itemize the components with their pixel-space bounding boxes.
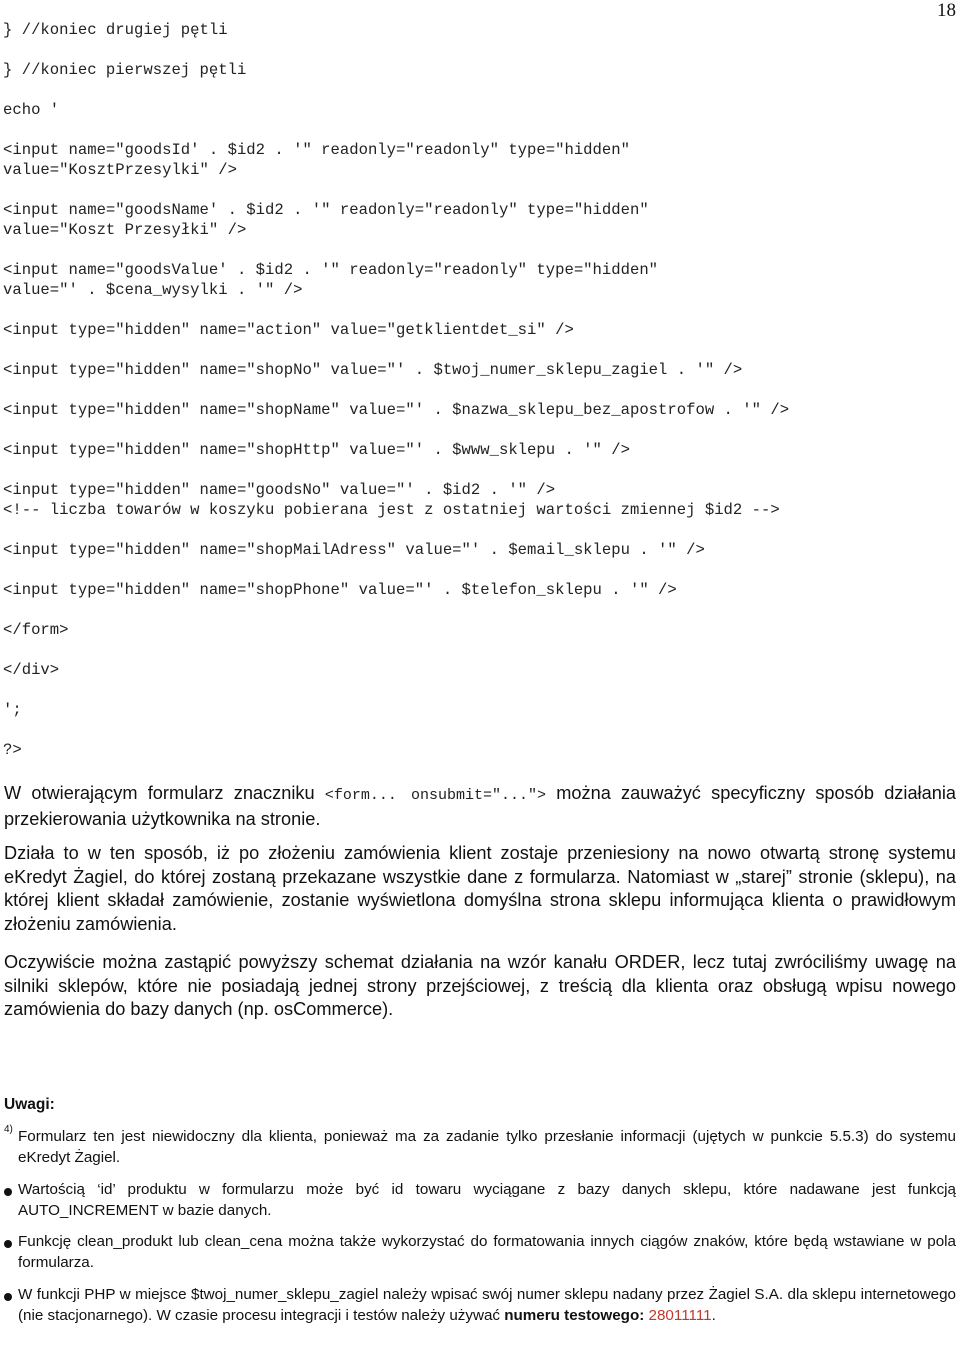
- footnote-text: Formularz ten jest niewidoczny dla klienta, ponieważ ma za zadanie tylko przesłanie informacji (ujętych w punkcie 5.5.3) do systemu eKredyt Żagiel.: [18, 1128, 956, 1166]
- test-number-label: numeru testowego:: [504, 1307, 645, 1324]
- code-line: [3, 40, 953, 60]
- note-text: .: [711, 1307, 716, 1324]
- bullet-dot: [4, 1293, 12, 1301]
- paragraph-order-channel: Oczywiście można zastąpić powyższy schemat działania na wzór kanału ORDER, lecz tutaj zwróciliśmy uwagę na silniki sklepów, które nie posiadają jednej strony przejściowej, z treścią dla klienta oraz obsługą wpisu nowego zamówienia do bazy danych (np. osCommerce).: [4, 952, 956, 1019]
- code-line: [3, 600, 953, 620]
- code-line: value="Koszt Przesyłki" />: [3, 221, 247, 239]
- code-line: <input type="hidden" name="shopPhone" value="' . $telefon_sklepu . '" />: [3, 581, 677, 599]
- note-text: lub: [172, 1233, 205, 1250]
- note-text: Funkcję: [18, 1233, 78, 1250]
- notes-heading: Uwagi:: [4, 1096, 55, 1113]
- code-line: [3, 720, 953, 740]
- paragraph-redirect: Działa to w ten sposób, iż po złożeniu zamówienia klient zostaje przeniesiony na nowo otwartą stronę systemu eKredyt Żagiel, do której zostaną przekazane wszystkie dane z formularza. Natomiast w „starej” stronie (sklepu), na której klient składał zamówienie, zostanie wyświetlona domyślna strona sklepu informująca klienta o prawidłowym złożeniu zamówienia.: [4, 843, 956, 934]
- code-line: [3, 420, 953, 440]
- note-text: można także wykorzystać do formatowania innych ciągów znaków, które będą wstawiane w pola formularza.: [18, 1233, 956, 1271]
- page-number: 18: [937, 0, 956, 21]
- code-line: <input type="hidden" name="shopHttp" value="' . $www_sklepu . '" />: [3, 441, 630, 459]
- code-line: <input type="hidden" name="action" value="getklientdet_si" />: [3, 321, 574, 339]
- test-number-value: 28011111: [648, 1307, 712, 1324]
- code-line: <input type="hidden" name="shopNo" value="' . $twoj_numer_sklepu_zagiel . '" />: [3, 361, 743, 379]
- note-bullet-shop-number: [18, 1284, 956, 1326]
- code-line: <input name="goodsName' . $id2 . '" readonly="readonly" type="hidden": [3, 201, 649, 219]
- footnote-mark: 4): [4, 1124, 13, 1135]
- paragraph-form-tag: [4, 782, 956, 831]
- code-line: <input type="hidden" name="shopMailAdress" value="' . $email_sklepu . '" />: [3, 541, 705, 559]
- note-text: W funkcji PHP w miejsce: [18, 1286, 191, 1303]
- code-line: </div>: [3, 661, 60, 679]
- code-line: [3, 640, 953, 660]
- code-line: [3, 560, 953, 580]
- code-line: [3, 80, 953, 100]
- note-bullet-id: Wartością ‘id’ produktu w formularzu może być id towaru wyciągane z bazy danych sklepu, które nadawane jest funkcją AUTO_INCREMENT w bazie danych.: [18, 1181, 956, 1219]
- bullet-dot: [4, 1188, 12, 1196]
- code-line: <!-- liczba towarów w koszyku pobierana jest z ostatniej wartości zmiennej $id2 -->: [3, 501, 780, 519]
- code-line: [3, 340, 953, 360]
- code-line: [3, 180, 953, 200]
- code-shop-number-variable: $twoj_numer_sklepu_zagiel: [191, 1286, 379, 1303]
- code-line: value="KosztPrzesylki" />: [3, 161, 237, 179]
- note-text: należy wpisać swój numer sklepu nadany przez Żagiel S.A. dla sklepu internetowego (nie stacjonarnego). W czasie procesu integracji i testów należy używać: [18, 1286, 956, 1324]
- code-line: [3, 680, 953, 700]
- form-tag-code: <form... onsubmit="...">: [324, 787, 547, 804]
- code-line: echo ': [3, 101, 60, 119]
- code-line: ';: [3, 701, 22, 719]
- note-bullet-clean-functions: [18, 1231, 956, 1273]
- code-line: [3, 240, 953, 260]
- code-line: [3, 120, 953, 140]
- code-clean-produkt: clean_produkt: [77, 1233, 173, 1250]
- php-code-listing: [3, 20, 953, 760]
- paragraph-form-tag-text-b: można zauważyć specyficzny sposób działania przekierowania użytkownika na stronie.: [4, 783, 956, 829]
- code-line: <input name="goodsValue' . $id2 . '" readonly="readonly" type="hidden": [3, 261, 659, 279]
- code-line: } //koniec drugiej pętli: [3, 21, 228, 39]
- code-line: ?>: [3, 741, 22, 759]
- code-line: </form>: [3, 621, 69, 639]
- paragraph-form-tag-text-a: W otwierającym formularz znaczniku: [4, 783, 325, 803]
- code-line: } //koniec pierwszej pętli: [3, 61, 247, 79]
- code-line: <input name="goodsId' . $id2 . '" readonly="readonly" type="hidden": [3, 141, 630, 159]
- code-line: <input type="hidden" name="shopName" value="' . $nazwa_sklepu_bez_apostrofow . '" />: [3, 401, 790, 419]
- bullet-dot: [4, 1240, 12, 1248]
- code-line: value="' . $cena_wysylki . '" />: [3, 281, 303, 299]
- code-line: [3, 460, 953, 480]
- code-line: [3, 380, 953, 400]
- code-line: <input type="hidden" name="goodsNo" value="' . $id2 . '" />: [3, 481, 556, 499]
- code-line: [3, 300, 953, 320]
- code-clean-cena: clean_cena: [204, 1233, 283, 1250]
- code-line: [3, 520, 953, 540]
